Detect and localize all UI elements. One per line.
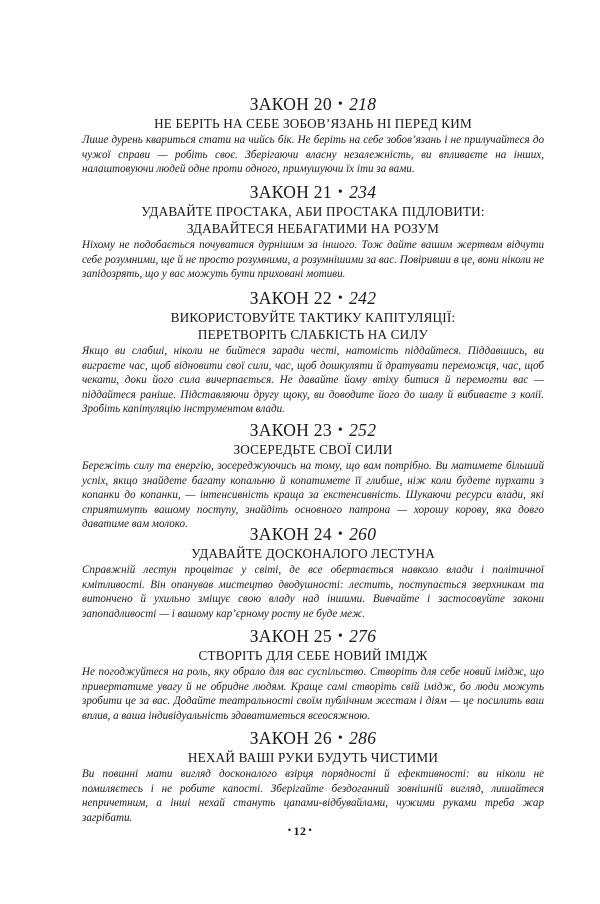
- bullet-separator: •: [337, 527, 344, 542]
- law-number: ЗАКОН 21: [249, 182, 332, 202]
- law-number: ЗАКОН 23: [249, 420, 332, 440]
- page-footer: [0, 824, 600, 839]
- law-description: Ніхому не подобається почуватися дурнішим за іншого. Тож дайте вашим жертвам відчути себе розумними, ще й не просто розумними, а розумнішими за вас. Повіривши в це, вони ніколи не запідозрять, що у вас можуть бути приховані мотиви.: [82, 239, 544, 281]
- law-number: ЗАКОН 25: [249, 626, 332, 646]
- law-25: [82, 626, 544, 723]
- law-description: Лише дурень кваpиться стати на чийсь бік. Не беріть на себе зобов’язань і не прилучайтеся до чужої справи — робіть своє. Зберігаючи власну незалежність, ви впливаєте на інших, налаштовуючи людей одне проти одного, примушуючи їх іти за вами.: [82, 134, 544, 176]
- law-title-line-2: ЗДАВАЙТЕСЯ НЕБАГАТИМИ НА РОЗУМ: [186, 221, 440, 236]
- law-26: [82, 728, 544, 825]
- law-heading: [82, 182, 544, 203]
- law-title: ЗОСЕРЕДЬТЕ СВОЇ СИЛИ: [233, 442, 393, 457]
- law-title-line-2: ПЕРЕТВОРІТЬ СЛАБКІСТЬ НА СИЛУ: [197, 327, 429, 342]
- footer-dot-right: •: [308, 825, 313, 835]
- law-heading: [82, 626, 544, 647]
- law-page-ref: 286: [349, 728, 377, 748]
- law-heading: [82, 420, 544, 441]
- law-title-line-1: УДАВАЙТЕ ПРОСТАКА, АБИ ПРОСТАКА ПІДЛОВИТИ:: [141, 204, 485, 219]
- bullet-separator: •: [337, 185, 344, 200]
- law-number: ЗАКОН 20: [249, 94, 332, 114]
- law-title-line-1: ВИКОРИСТОВУЙТЕ ТАКТИКУ КАПІТУЛЯЦІЇ:: [170, 310, 456, 325]
- law-description: Якщо ви слабші, ніколи не бийтеся заради честі, натомість піддайтеся. Піддавшись, ви виграєте час, щоб відновити свої сили, час, щоб дошкуляти й дратувати переможця, час, щоб чекати, доки його сила вичерпається. Не давайте йому втіху битися й перемогти вас — піддайтеся раніше. Підставляючи другу щоку, ви доводите його до шалу й вибиваєте з колії. Зробіть капітуляцію інструментом влади.: [82, 345, 544, 416]
- law-heading: [82, 288, 544, 309]
- law-title: НЕ БЕРІТЬ НА СЕБЕ ЗОБОВ’ЯЗАНЬ НІ ПЕРЕД КИМ: [154, 116, 472, 131]
- law-page-ref: 276: [349, 626, 377, 646]
- law-20: [82, 94, 544, 177]
- law-24: [82, 524, 544, 621]
- law-description: Справжній лестун процвітає у світі, де все обертається навколо влади і політичної кмітливості. Він опанував мистецтво дводушності: лестить, поступається зверхникам та витончено й ухильно зміщує свою владу над іншими. Вивчайте і застосовуйте закони запопадливості — і вашому кар’єрному росту не буде меж.: [82, 564, 544, 620]
- law-number: ЗАКОН 26: [249, 728, 332, 748]
- law-title: НЕХАЙ ВАШІ РУКИ БУДУТЬ ЧИСТИМИ: [187, 750, 439, 765]
- law-page-ref: 242: [349, 288, 377, 308]
- law-page-ref: 234: [349, 182, 377, 202]
- bullet-separator: •: [337, 731, 344, 746]
- law-heading: [82, 524, 544, 545]
- law-title: СТВОРІТЬ ДЛЯ СЕБЕ НОВИЙ ІМІДЖ: [198, 648, 428, 663]
- bullet-separator: •: [337, 629, 344, 644]
- law-page-ref: 218: [349, 94, 377, 114]
- law-22: [82, 288, 544, 417]
- page-number: 12: [293, 824, 307, 838]
- law-heading: [82, 94, 544, 115]
- bullet-separator: •: [337, 291, 344, 306]
- law-number: ЗАКОН 24: [249, 524, 332, 544]
- law-page-ref: 260: [349, 524, 377, 544]
- law-heading: [82, 728, 544, 749]
- bullet-separator: •: [337, 97, 344, 112]
- law-description: Ви повинні мати вигляд досконалого взірця порядності й ефективності: ви ніколи не помиляєтесь і не робите капості. Зберігайте бездоганний зовнішній вигляд, лишайтеся непричетним, а інші нехай стануть цапами-відбувайлами, чужими руками треба жар загрібати.: [82, 768, 544, 824]
- law-title: УДАВАЙТЕ ДОСКОНАЛОГО ЛЕСТУНА: [191, 546, 435, 561]
- law-description: Не погоджуйтеся на роль, яку обрало для вас суспільство. Створіть для себе новий імідж, що привертатиме увагу й не обридне людям. Краще самі створіть свій імідж, бо люди можуть зробити це за вас. Додайте театральності своїм публічним жестам і діям — це посилить ваш вплив, а ваша індивідуальність здаватиметься всеосяжною.: [82, 666, 544, 722]
- law-page-ref: 252: [349, 420, 377, 440]
- law-description: Бережіть силу та енергію, зосереджуючись на тому, що вам потрібно. Ви матимете більший успіх, якщо знайдете багату копальню й копатимете її глибше, ніж коли будете пурхати з копанки до копанки, — інтенсивність краща за екстенсивність. Шукаючи ресурси влади, які сприятимуть вашому поступу, знайдіть основного патрона — хорошу корову, яка довго даватиме вам молоко.: [82, 460, 544, 531]
- bullet-separator: •: [337, 423, 344, 438]
- footer-dot-left: •: [287, 825, 292, 835]
- law-21: [82, 182, 544, 282]
- law-23: [82, 420, 544, 532]
- law-number: ЗАКОН 22: [249, 288, 332, 308]
